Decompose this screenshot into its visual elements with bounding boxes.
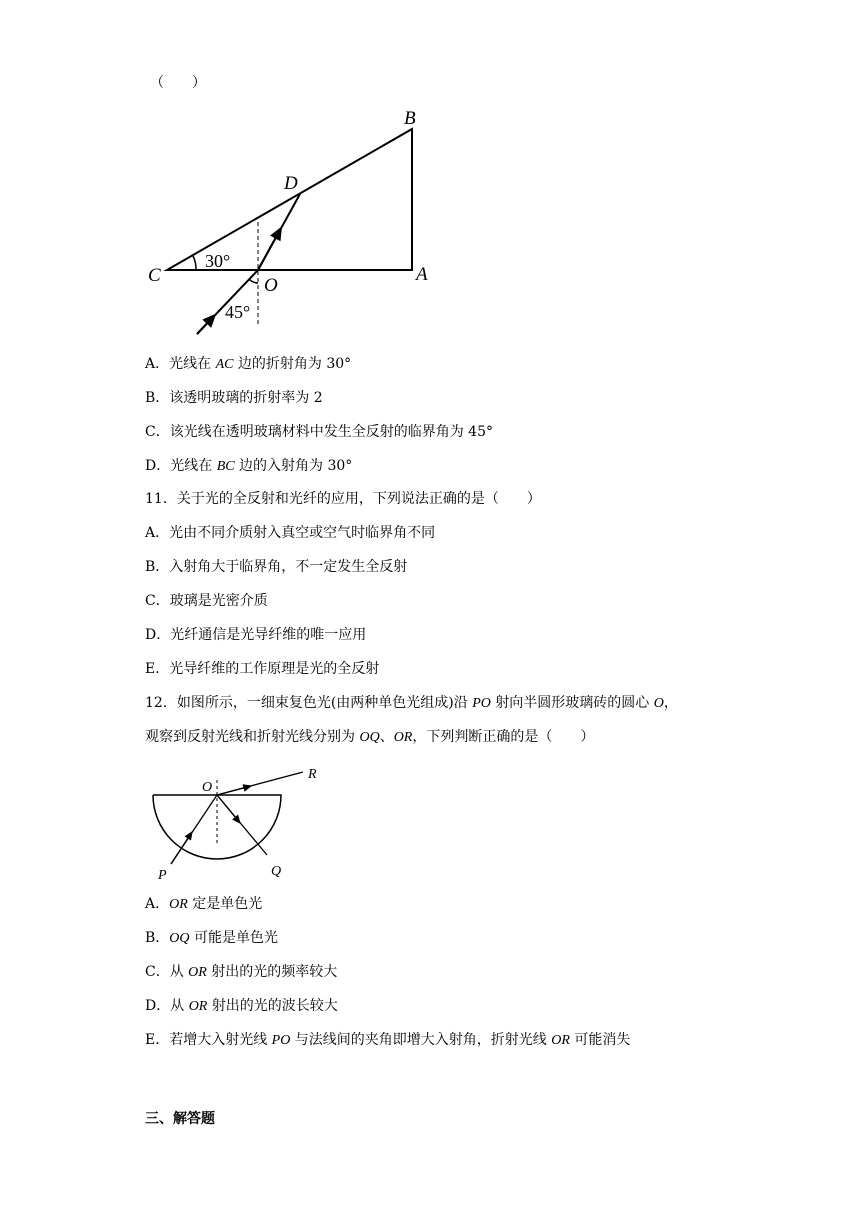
label-b: B xyxy=(404,108,416,129)
label-a: A xyxy=(416,264,428,285)
angle-45-label: 45° xyxy=(225,302,251,322)
q12-option-a: A．OR 定是单色光 xyxy=(145,896,263,912)
q10-option-a: A．光线在 AC 边的折射角为 30° xyxy=(145,356,352,372)
q11-option-b: B．入射角大于临界角，不一定发生全反射 xyxy=(145,559,408,575)
q12-option-b: B．OQ 可能是单色光 xyxy=(145,930,278,946)
q12-option-c: C．从 OR 射出的光的频率较大 xyxy=(145,964,338,980)
q11-option-a: A．光由不同介质射入真空或空气时临界角不同 xyxy=(145,525,436,541)
q11-stem: 11．关于光的全反射和光纤的应用，下列说法正确的是（ ） xyxy=(145,491,541,507)
q11-option-c: C．玻璃是光密介质 xyxy=(145,593,268,609)
q12-stem-line1: 12．如图所示，一细束复色光(由两种单色光组成)沿 PO 射向半圆形玻璃砖的圆心 O， xyxy=(145,695,678,711)
label-o: O xyxy=(264,275,278,296)
q12-label-o: O xyxy=(202,780,213,795)
q12-label-q: Q xyxy=(271,864,282,879)
angle-30-arc xyxy=(193,256,196,270)
answer-bracket: （ ） xyxy=(150,75,206,91)
ray-po-arrow xyxy=(171,832,192,864)
q12-label-p: P xyxy=(158,868,167,883)
semicircle-figure xyxy=(140,760,340,885)
ray-oq-arrow xyxy=(217,795,240,823)
q10-option-d: D．光线在 BC 边的入射角为 30° xyxy=(145,458,353,474)
q12-option-e: E．若增大入射光线 PO 与法线间的夹角即增大入射角，折射光线 OR 可能消失 xyxy=(145,1032,631,1048)
q12-label-r: R xyxy=(308,767,317,782)
section-title: 三、解答题 xyxy=(145,1111,215,1127)
label-c: C xyxy=(148,265,161,286)
q10-option-c: C．该光线在透明玻璃材料中发生全反射的临界角为 45° xyxy=(145,424,493,440)
incident-ray-arrow xyxy=(197,315,215,334)
angle-30-label: 30° xyxy=(205,251,231,271)
refracted-ray-arrow xyxy=(258,228,281,270)
q10-option-b: B．该透明玻璃的折射率为 2 xyxy=(145,390,323,406)
triangle-figure xyxy=(140,100,440,340)
q12-stem-line2: 观察到反射光线和折射光线分别为 OQ、OR，下列判断正确的是（ ） xyxy=(145,729,595,745)
label-d: D xyxy=(284,173,298,194)
ray-or-arrow xyxy=(217,786,251,795)
angle-45-arc xyxy=(249,279,258,283)
q11-option-d: D．光纤通信是光导纤维的唯一应用 xyxy=(145,627,367,643)
triangle-abc xyxy=(167,129,412,270)
q11-option-e: E．光导纤维的工作原理是光的全反射 xyxy=(145,661,380,677)
q12-option-d: D．从 OR 射出的光的波长较大 xyxy=(145,998,338,1014)
